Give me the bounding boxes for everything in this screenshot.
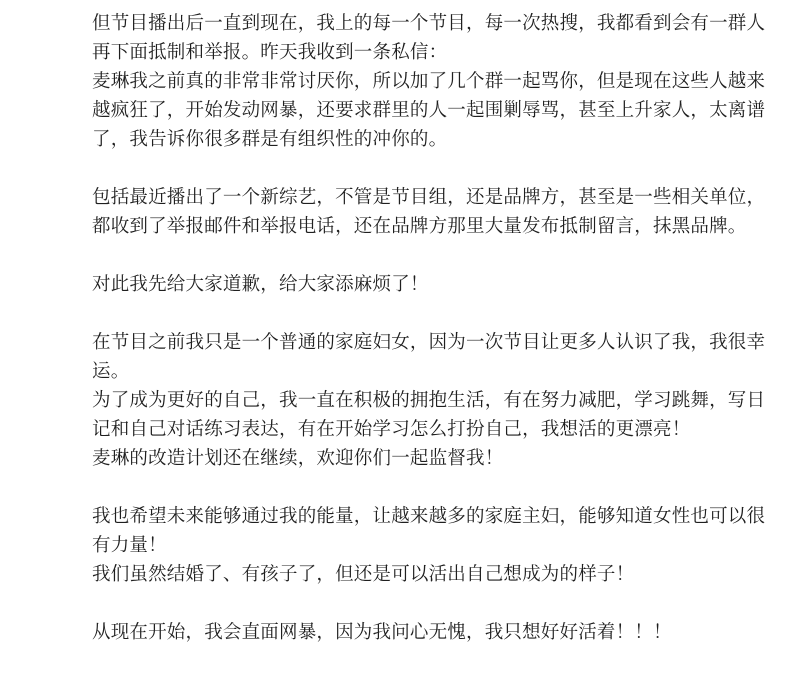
paragraph xyxy=(92,183,774,241)
paragraph-gap xyxy=(92,241,774,270)
paragraph-gap xyxy=(92,473,774,502)
paragraph xyxy=(92,9,774,154)
paragraph xyxy=(92,618,774,647)
paragraph xyxy=(92,502,774,589)
text-line: 包括最近播出了一个新综艺，不管是节目组，还是品牌方，甚至是一些相关单位， xyxy=(92,187,766,208)
text-line: 麦琳我之前真的非常非常讨厌你，所以加了几个群一起骂你，但是现在这些人越来 xyxy=(92,71,766,92)
paragraph xyxy=(92,270,774,299)
paragraph-gap xyxy=(92,299,774,328)
text-line: 对此我先给大家道歉，给大家添麻烦了！ xyxy=(92,274,429,295)
text-line: 从现在开始，我会直面网暴，因为我问心无愧，我只想好好活着！！！ xyxy=(92,622,672,643)
text-line: 但节目播出后一直到现在，我上的每一个节目，每一次热搜，我都看到会有一群人 xyxy=(92,13,766,34)
text-line: 我们虽然结婚了、有孩子了，但还是可以活出自己想成为的样子！ xyxy=(92,564,635,585)
text-line: 记和自己对话练习表达，有在开始学习怎么打扮自己，我想活的更漂亮！ xyxy=(92,419,691,440)
text-line: 了，我告诉你很多群是有组织性的冲你的。 xyxy=(92,129,448,150)
paragraph-gap xyxy=(92,154,774,183)
paragraph-gap xyxy=(92,589,774,618)
text-line: 为了成为更好的自己，我一直在积极的拥抱生活，有在努力减肥，学习跳舞，写日 xyxy=(92,390,766,411)
text-line: 都收到了举报邮件和举报电话，还在品牌方那里大量发布抵制留言，抹黑品牌。 xyxy=(92,216,747,237)
text-line: 有力量！ xyxy=(92,535,167,556)
text-line: 我也希望未来能够通过我的能量，让越来越多的家庭主妇，能够知道女性也可以很 xyxy=(92,506,766,527)
post-body xyxy=(92,9,774,647)
text-line: 再下面抵制和举报。昨天我收到一条私信： xyxy=(92,42,448,63)
text-line: 越疯狂了，开始发动网暴，还要求群里的人一起围剿辱骂，甚至上升家人，太离谱 xyxy=(92,100,766,121)
text-line: 麦琳的改造计划还在继续，欢迎你们一起监督我！ xyxy=(92,448,504,469)
paragraph xyxy=(92,328,774,473)
text-line: 在节目之前我只是一个普通的家庭妇女，因为一次节目让更多人认识了我，我很幸 xyxy=(92,332,766,353)
text-line: 运。 xyxy=(92,361,130,382)
